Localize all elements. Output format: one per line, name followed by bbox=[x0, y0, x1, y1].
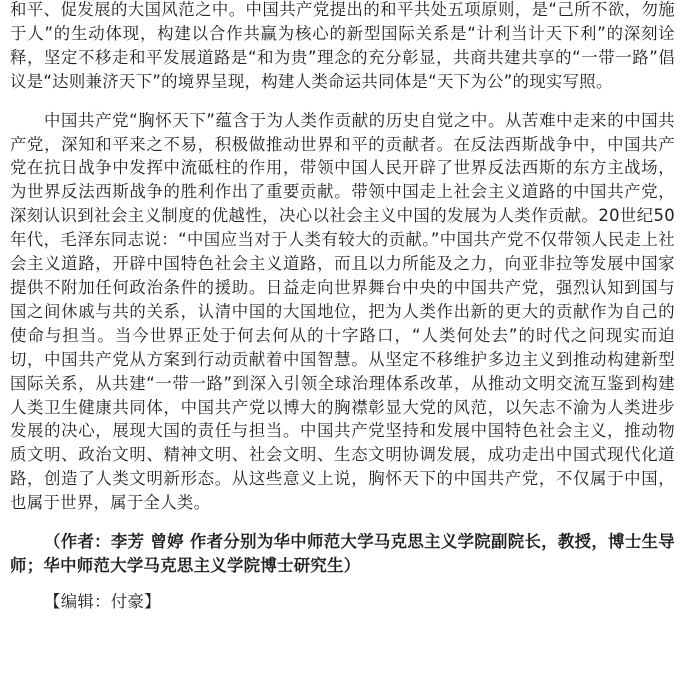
article-paragraph: 和平、促发展的大国风范之中。中国共产党提出的和平共处五项原则，是“己所不欲，勿施于人”的生动体现，构建以合作共赢为核心的新型国际关系是“计利当计天下利”的深刻诠释，坚定不移走和平发展道路是“和为贵”理念的充分彰显，共商共建共享的“一带一路”倡议是“达则兼济天下”的境界呈现，构建人类命运共同体是“天下为公”的现实写照。 bbox=[10, 0, 675, 91]
editor-note: 【编辑：付豪】 bbox=[44, 591, 161, 611]
author-note: （作者：李芳 曾婷 作者分别为华中师范大学马克思主义学院副院长，教授，博士生导师；华中师范大学马克思主义学院博士研究生） bbox=[10, 532, 675, 575]
article-paragraph: 中国共产党“胸怀天下”蕴含于为人类作贡献的历史自觉之中。从苦难中走来的中国共产党，深知和平来之不易，积极做推动世界和平的贡献者。在反法西斯战争中，中国共产党在抗日战争中发挥中流砥柱的作用，带领中国人民开辟了世界反法西斯的东方主战场，为世界反法西斯战争的胜利作出了重要贡献。带领中国走上社会主义道路的中国共产党，深刻认识到社会主义制度的优越性，决心以社会主义中国的发展为人类作贡献。20世纪50年代，毛泽东同志说：“中国应当对于人类有较大的贡献。”中国共产党不仅带领人民走上社会主义道路，开辟中国特色社会主义道路，而且以力所能及之力，向亚非拉等发展中国家提供不附加任何政治条件的援助。日益走向世界舞台中央的中国共产党，强烈认知到国与国之间休戚与共的关系，认清中国的大国地位，把为人类作出新的更大的贡献作为自己的使命与担当。当今世界正处于何去何从的十字路口，“人类何处去”的时代之问现实而迫切，中国共产党从方案到行动贡献着中国智慧。从坚定不移维护多边主义到推动构建新型国际关系，从共建“一带一路”到深入引领全球治理体系改革，从推动文明交流互鉴到构建人类卫生健康共同体，中国共产党以博大的胸襟彰显大党的风范，以矢志不渝为人类进步发展的决心，展现大国的责任与担当。中国共产党坚持和发展中国特色社会主义，推动物质文明、政治文明、精神文明、社会文明、生态文明协调发展，成功走出中国式现代化道路，创造了人类文明新形态。从这些意义上说，胸怀天下的中国共产党，不仅属于中国，也属于世界，属于全人类。 bbox=[10, 110, 675, 513]
